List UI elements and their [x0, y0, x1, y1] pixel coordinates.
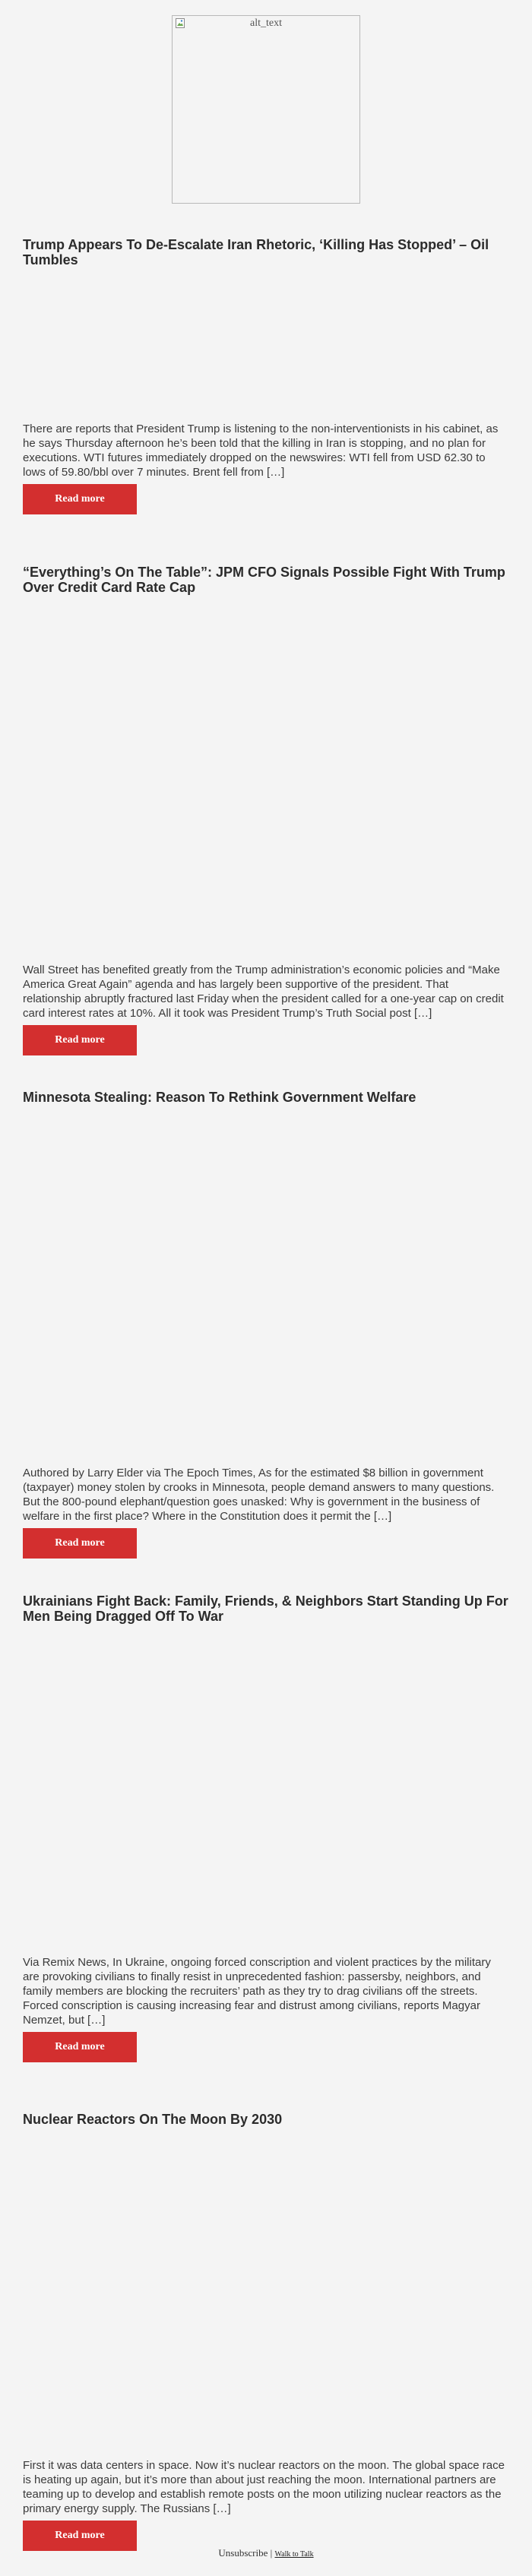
read-more-button[interactable]: Read more — [23, 484, 137, 514]
article-title[interactable]: Ukrainians Fight Back: Family, Friends, & Neighbors Start Standing Up For Men Being Dragged Off To War — [23, 1593, 508, 1624]
article-title[interactable]: “Everything’s On The Table”: JPM CFO Signals Possible Fight With Trump Over Credit Card Rate Cap — [23, 565, 505, 595]
article-excerpt: There are reports that President Trump is listening to the non-interventionists in his cabinet, as he says Thursday afternoon he’s been told that the killing in Iran is stopping, and no plan for executions. WTI futures immediately dropped on the newswires: WTI fell from USD 62.30 to lows of 59.80/bbl over 7 minutes. Brent fell from […] — [23, 422, 499, 479]
read-more-button[interactable]: Read more — [23, 1025, 137, 1055]
article-card — [23, 2112, 509, 2541]
unsubscribe-link[interactable]: Unsubscribe — [218, 2547, 268, 2559]
article-card — [23, 1090, 509, 1549]
article-excerpt: Wall Street has benefited greatly from the Trump administration’s economic policies and “Make America Great Again” agenda and has largely been supportive of the president. That relationship abruptly fractured last Friday when the president called for a one-year cap on credit card interest rates at 10%. All it took was President Trump’s Truth Social post […] — [23, 964, 504, 1020]
article-excerpt: Via Remix News, In Ukraine, ongoing forced conscription and violent practices by the military are provoking civilians to finally resist in unprecedented fashion: passersby, neighbors, and family members are blocking the recruiters’ path as they try to drag civilians off the streets. Forced conscription is causing increasing fear and distrust among civilians, reports Magyar Nemzet, but […] — [23, 1956, 491, 2027]
article-card — [23, 565, 509, 1046]
article-excerpt: First it was data centers in space. Now it’s nuclear reactors on the moon. The global space race is heating up again, but it’s more than about just reaching the moon. International partners are teaming up to develop and establish remote posts on the moon utilizing nuclear reactors as the primary energy supply. The Russians […] — [23, 2459, 505, 2515]
header-image-alt: alt_text — [250, 17, 282, 29]
read-more-button[interactable]: Read more — [23, 1528, 137, 1559]
article-title[interactable]: Trump Appears To De-Escalate Iran Rhetoric, ‘Killing Has Stopped’ – Oil Tumbles — [23, 237, 489, 267]
article-title[interactable]: Minnesota Stealing: Reason To Rethink Government Welfare — [23, 1090, 416, 1105]
article-card — [23, 1593, 509, 2052]
article-card — [23, 237, 509, 505]
footer-separator: | — [270, 2547, 273, 2559]
article-excerpt: Authored by Larry Elder via The Epoch Times, As for the estimated $8 billion in government (taxpayer) money stolen by crooks in Minnesota, people demand answers to many questions. But the 800-pound elephant/question goes unasked: Why is government in the business of welfare in the first place? Where in the Constitution does it permit the […] — [23, 1467, 495, 1523]
header-image — [172, 15, 360, 204]
article-title[interactable]: Nuclear Reactors On The Moon By 2030 — [23, 2112, 283, 2127]
read-more-button[interactable]: Read more — [23, 2521, 137, 2551]
walk-to-talk-link[interactable]: Walk to Talk — [274, 2550, 314, 2559]
read-more-button[interactable]: Read more — [23, 2032, 137, 2062]
footer — [0, 2547, 532, 2559]
